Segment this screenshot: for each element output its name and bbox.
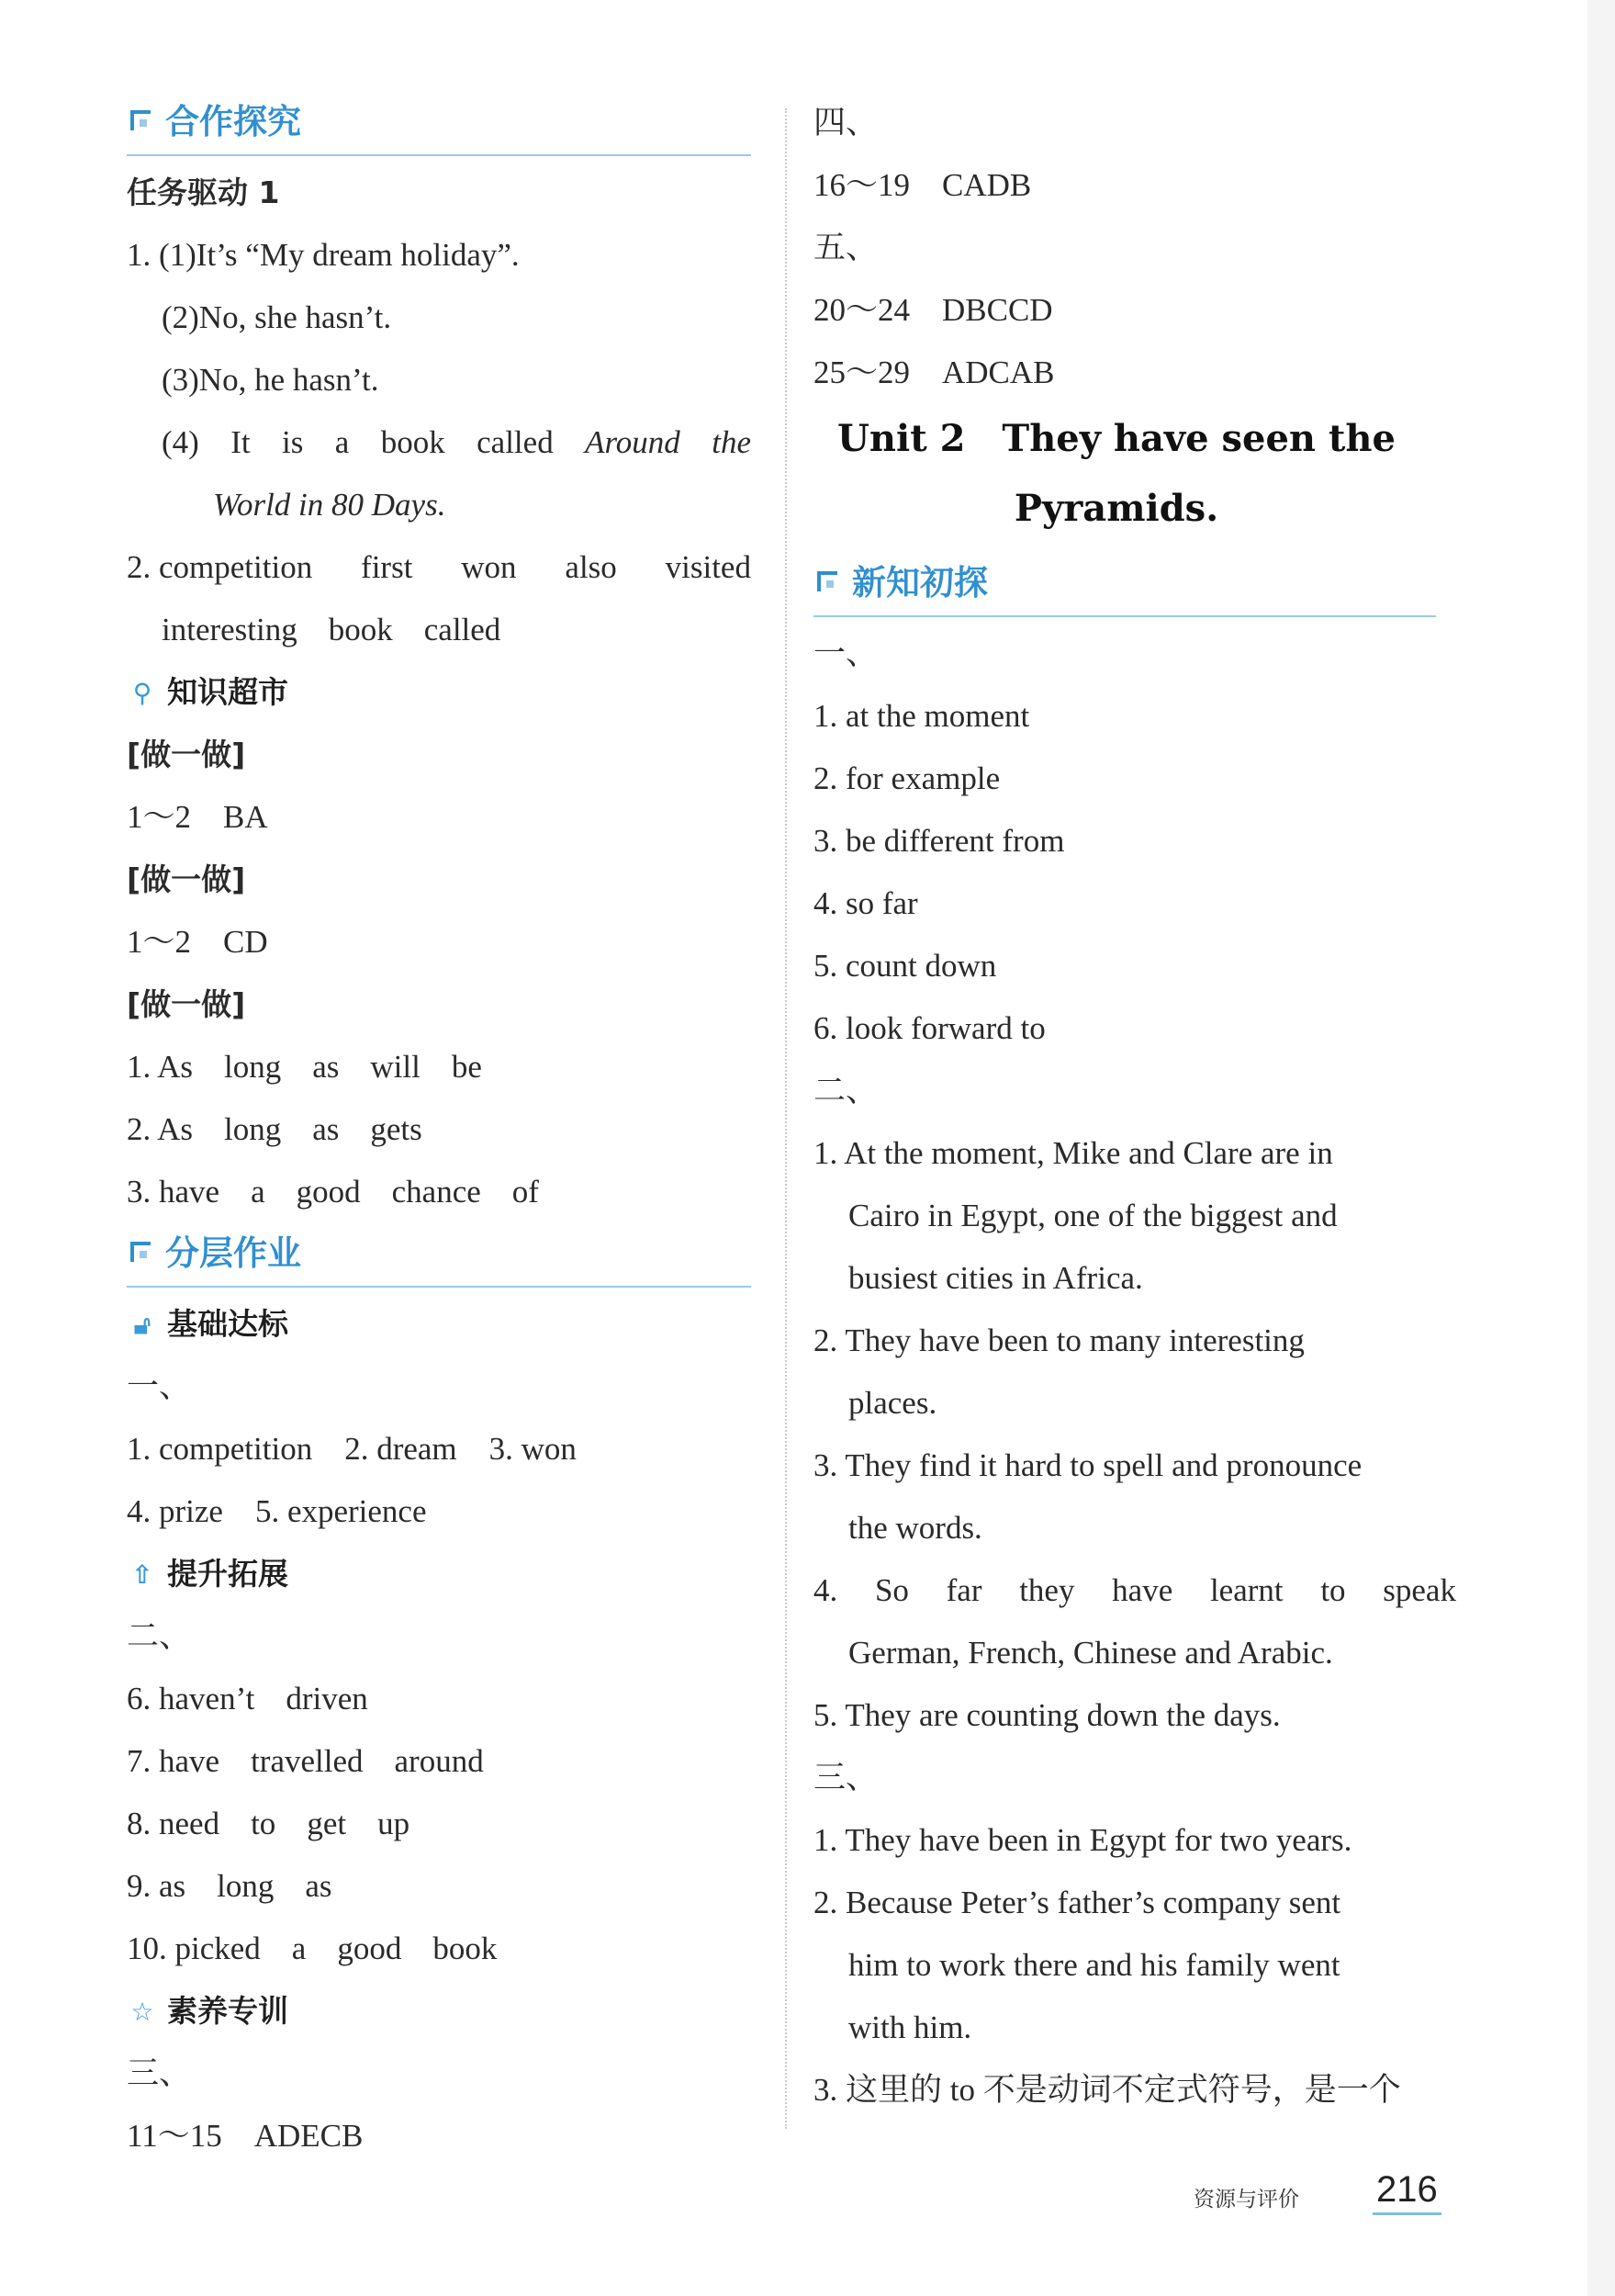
lock-icon: 🔓︎ xyxy=(133,1310,151,1340)
answer-line: 3. They find it hard to spell and pronounce xyxy=(813,1447,1363,1483)
part-number: 二、 xyxy=(127,1618,192,1654)
answer-line: 1. At the moment, Mike and Clare are in xyxy=(813,1135,1333,1171)
part-number: 一、 xyxy=(813,636,879,671)
answer-line: 9. as long as xyxy=(127,1868,332,1904)
subsection-title-zhishi: ⚲ 知识超市 xyxy=(127,661,751,724)
answer-line: 1. competition 2. dream 3. won xyxy=(127,1431,577,1467)
answer-line: 1. They have been in Egypt for two years. xyxy=(813,1822,1352,1858)
part-number: 一、 xyxy=(127,1368,192,1404)
answer-line: 3. be different from xyxy=(813,823,1065,859)
answer-line: 2. They have been to many interesting xyxy=(813,1322,1305,1358)
answer-line: 7. have travelled around xyxy=(127,1743,484,1779)
answer-line: 5. They are counting down the days. xyxy=(813,1697,1281,1733)
answer-line: 20～24 DBCCD xyxy=(813,292,1053,328)
answer-line: (2)No, she hasn’t. xyxy=(162,299,392,335)
answer-line: 2. competition first won also visited xyxy=(127,549,751,585)
answer-line: 1～2 CD xyxy=(127,924,268,960)
answer-line: German, French, Chinese and Arabic. xyxy=(848,1635,1333,1671)
exercise-label: [做一做] xyxy=(127,861,246,897)
book-name: 资源与评价 xyxy=(1194,2188,1299,2212)
answer-line: 1. at the moment xyxy=(813,698,1030,734)
answer-line: 4. So far they have learnt to speak xyxy=(813,1572,1456,1608)
answer-line: him to work there and his family went xyxy=(848,1947,1340,1983)
answer-line: with him. xyxy=(848,2009,972,2045)
task-label: 任务驱动 1 xyxy=(127,174,280,210)
answer-line: 6. look forward to xyxy=(813,1010,1046,1046)
unit-title: Unit 2 They have seen the Pyramids. xyxy=(837,417,1396,530)
answer-line: 16～19 CADB xyxy=(813,167,1032,203)
location-icon: ⚲ xyxy=(132,678,152,708)
answer-line: (3)No, he hasn’t. xyxy=(162,362,379,398)
answer-line: 25～29 ADCAB xyxy=(813,355,1055,390)
left-column xyxy=(127,92,751,2167)
answer-line: 1. (1)It’s “My dream holiday”. xyxy=(127,237,520,273)
part-number: 五、 xyxy=(813,230,879,265)
answer-line: 3. 这里的 to 不是动词不定式符号，是一个 xyxy=(813,2072,1401,2108)
answer-line: 4. so far xyxy=(813,885,918,921)
answer-line: busiest cities in Africa. xyxy=(848,1260,1143,1296)
section-marker-icon xyxy=(130,110,151,130)
page-edge-shade xyxy=(1587,0,1615,2296)
page-footer xyxy=(1194,2166,1451,2221)
exercise-label: [做一做] xyxy=(127,986,246,1022)
up-arrow-icon: ⇧ xyxy=(131,1559,153,1590)
section-title-xinzhi: 新知初探 xyxy=(813,553,1436,617)
answer-line: 1～2 BA xyxy=(127,799,268,835)
answer-line: places. xyxy=(848,1385,937,1421)
answer-line: 2. As long as gets xyxy=(127,1111,422,1147)
answer-line: the words. xyxy=(848,1510,982,1546)
answer-line: 2. Because Peter’s father’s company sent xyxy=(813,1885,1341,1920)
exercise-label: [做一做] xyxy=(127,737,246,772)
answer-line: 10. picked a good book xyxy=(127,1930,498,1966)
answer-line: 1. As long as will be xyxy=(127,1049,482,1085)
section-title-hezuo: 合作探究 xyxy=(127,92,751,156)
star-icon: ☆ xyxy=(130,1997,154,2027)
answer-line: 2. for example xyxy=(813,760,1001,796)
section-marker-icon xyxy=(817,571,837,591)
answer-line: 8. need to get up xyxy=(127,1806,410,1841)
subsection-title-suyang: ☆ 素养专训 xyxy=(127,1980,751,2043)
answer-line: 3. have a good chance of xyxy=(127,1174,539,1210)
answer-line: (4) It is a book called Around the xyxy=(162,424,751,460)
answer-line: 5. count down xyxy=(813,948,997,984)
answer-line: Cairo in Egypt, one of the biggest and xyxy=(848,1198,1338,1233)
section-marker-icon xyxy=(130,1242,151,1262)
part-number: 三、 xyxy=(813,1760,879,1795)
right-column xyxy=(813,92,1456,2122)
page-number: 216 xyxy=(1373,2169,1441,2215)
section-title-fenceng: 分层作业 xyxy=(127,1223,751,1288)
column-divider xyxy=(785,108,787,2129)
answer-line: 4. prize 5. experience xyxy=(127,1493,427,1529)
part-number: 三、 xyxy=(127,2055,192,2091)
answer-line: 11～15 ADECB xyxy=(127,2118,364,2154)
answer-line: 6. haven’t driven xyxy=(127,1681,368,1716)
part-number: 四、 xyxy=(813,105,879,141)
answer-line: World in 80 Days. xyxy=(213,487,446,523)
answer-line: interesting book called xyxy=(162,612,501,647)
subsection-title-tisheng: ⇧ 提升拓展 xyxy=(127,1543,751,1605)
subsection-title-jichu: 🔓︎ 基础达标 xyxy=(127,1293,751,1356)
part-number: 二、 xyxy=(813,1073,879,1109)
